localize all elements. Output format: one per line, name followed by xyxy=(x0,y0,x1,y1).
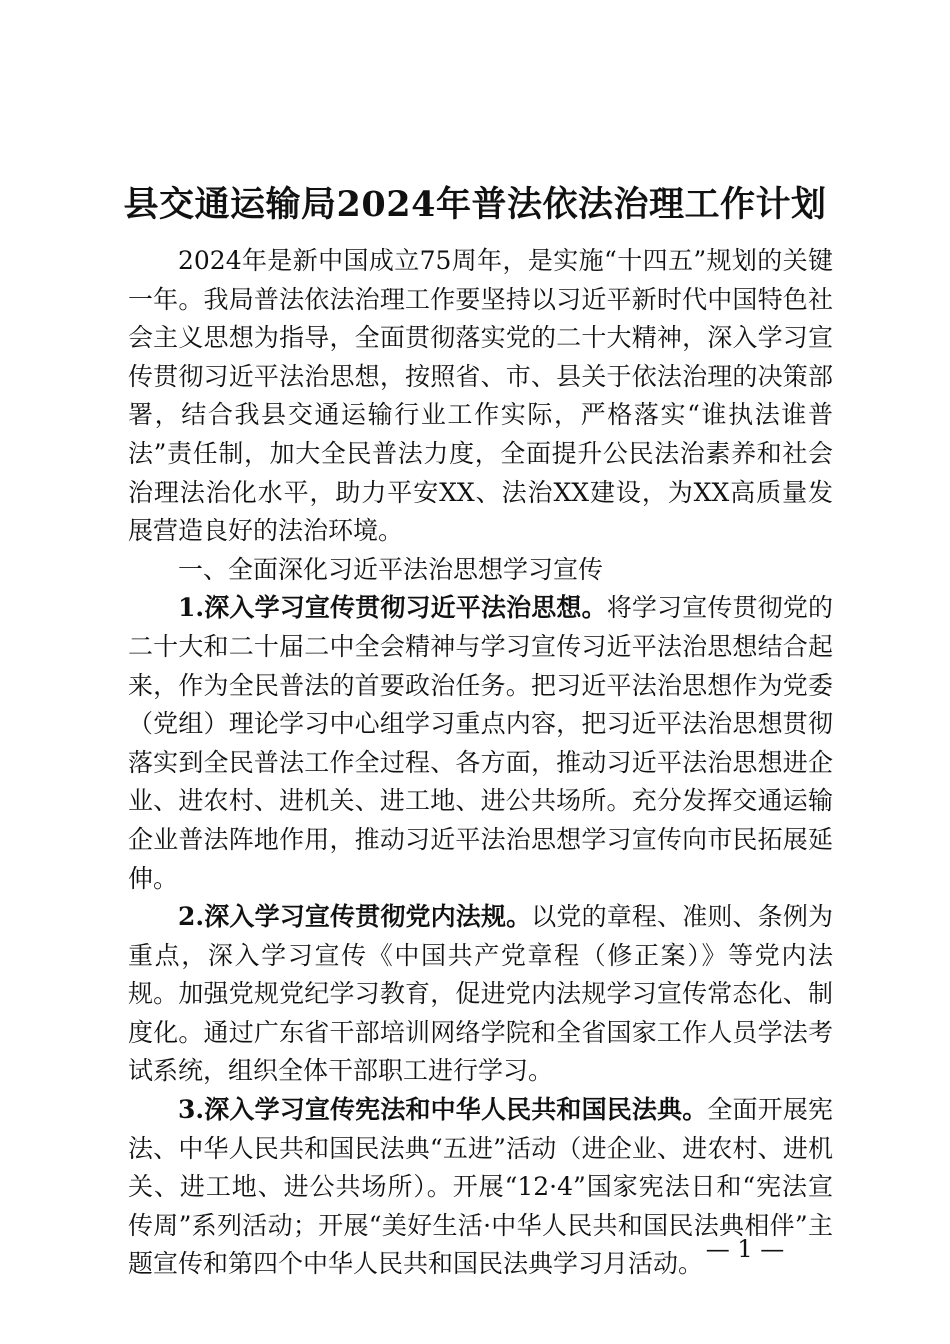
item-paragraph-2 xyxy=(128,898,833,1091)
item-text-2: 以党的章程、准则、条例为重点，深入学习宣传《中国共产党章程（修正案）》等党内法规。加强党规党纪学习教育，促进党内法规学习宣传常态化、制度化。通过广东省干部培训网络学院和全省国家工作人员学法考试系统，组织全体干部职工进行学习。 xyxy=(128,902,833,1086)
item-text-3: 全面开展宪法、中华人民共和国民法典“五进”活动（进企业、进农村、进机关、进工地、进公共场所）。开展“12·4”国家宪法日和“宪法宣传周”系列活动；开展“美好生活·中华人民共和国民法典相伴”主题宣传和第四个中华人民共和国民法典学习月活动。 xyxy=(128,1095,833,1279)
document-body xyxy=(128,242,833,1284)
item-lead-3: 3.深入学习宣传宪法和中华人民共和国民法典。 xyxy=(178,1095,708,1125)
item-lead-1: 1.深入学习宣传贯彻习近平法治思想。 xyxy=(178,593,607,623)
section-heading-1: 一、全面深化习近平法治思想学习宣传 xyxy=(178,554,604,584)
page-number: — 1 — xyxy=(705,1235,785,1263)
item-text-1: 将学习宣传贯彻党的二十大和二十届二中全会精神与学习宣传习近平法治思想结合起来，作为全民普法的首要政治任务。把习近平法治思想作为党委（党组）理论学习中心组学习重点内容，把习近平法治思想贯彻落实到全民普法工作全过程、各方面，推动习近平法治思想进企业、进农村、进机关、进工地、进公共场所。充分发挥交通运输企业普法阵地作用，推动习近平法治思想学习宣传向市民拓展延伸。 xyxy=(128,593,833,893)
intro-paragraph: 2024年是新中国成立75周年，是实施“十四五”规划的关键一年。我局普法依法治理工作要坚持以习近平新时代中国特色社会主义思想为指导，全面贯彻落实党的二十大精神，深入学习宣传贯彻习近平法治思想，按照省、市、县关于依法治理的决策部署，结合我县交通运输行业工作实际，严格落实“谁执法谁普法”责任制，加大全民普法力度，全面提升公民法治素养和社会治理法治化水平，助力平安XX、法治XX建设，为XX高质量发展营造良好的法治环境。 xyxy=(128,246,833,546)
item-paragraph-1 xyxy=(128,589,833,898)
item-lead-2: 2.深入学习宣传贯彻党内法规。 xyxy=(178,902,532,932)
document-title: 县交通运输局2024年普法依法治理工作计划 xyxy=(123,184,827,225)
